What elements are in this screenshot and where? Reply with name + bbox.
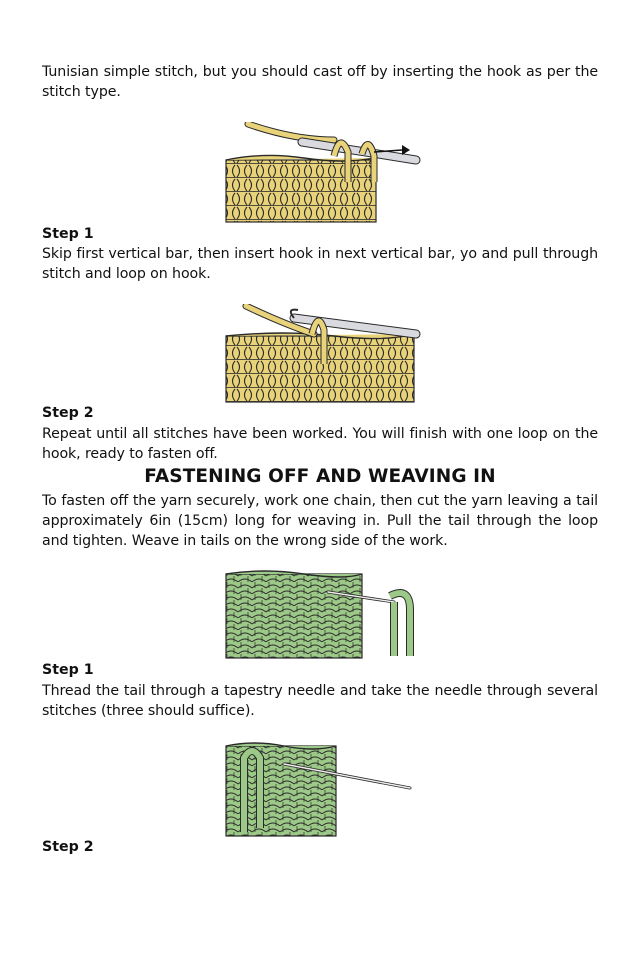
cast-off-illustration-step [224,304,424,404]
weave-in-illustration-step-2 [224,742,420,838]
weave-in-illustration-step-1 [224,570,420,660]
cast-off-step-2-label: Step 2 [42,405,94,421]
intro-paragraph: Tunisian simple stitch, but you should cast off by inserting the hook as per the stitch type. [42,64,598,100]
weave-in-step-2-label: Step 2 [42,839,94,855]
cast-off-step-2-text: Repeat until all stitches have been worked. You will finish with one loop on the hook, ready to fasten off. [42,426,598,462]
cast-off-illustration-start [224,122,424,224]
cast-off-step-1-label: Step 1 [42,226,94,242]
fastening-intro-paragraph: To fasten off the yarn securely, work one chain, then cut the yarn leaving a tail approximately 6in (15cm) long for weaving in. Pull the tail through the loop and tighten. Weave in tails on the wrong side of the work. [42,493,598,549]
cast-off-step-1-text: Skip first vertical bar, then insert hook in next vertical bar, yo and pull through stitch and loop on hook. [42,246,598,282]
weave-in-step-1-text: Thread the tail through a tapestry needle and take the needle through several stitches (three should suffice). [42,683,598,719]
weave-in-step-1-label: Step 1 [42,662,94,678]
section-heading: FASTENING OFF AND WEAVING IN [144,466,496,487]
